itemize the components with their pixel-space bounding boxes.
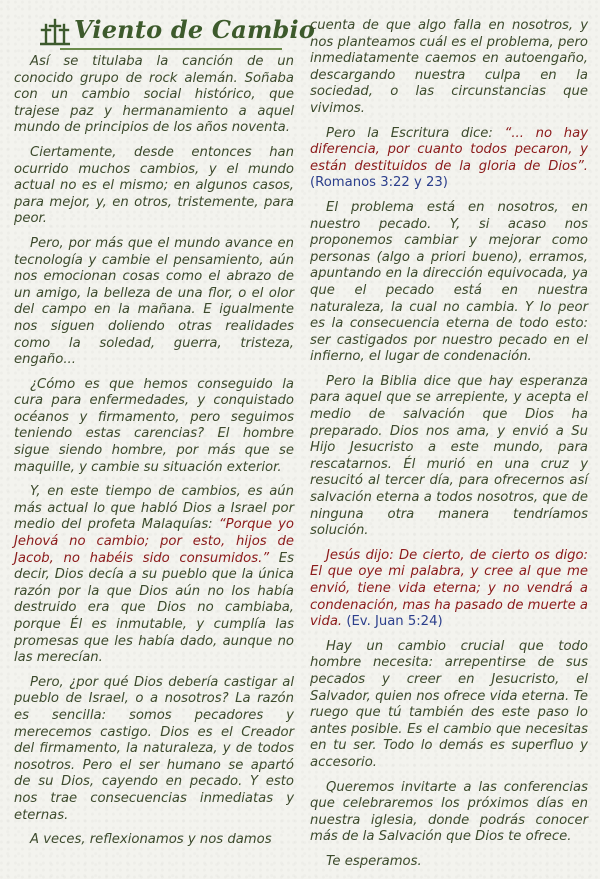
title-underline	[60, 48, 282, 50]
paragraph-romanos	[310, 126, 588, 192]
scripture-reference: (Ev. Juan 5:24)	[346, 614, 443, 630]
scripture-quote: Jesús dijo: De cierto, de cierto os digo: El que oye mi palabra, y cree al que me envió, tiene vida eterna; y no vendrá a condenación, mas ha pasado de muerte a vida.	[310, 547, 588, 630]
paragraph: Pero, ¿por qué Dios debería castigar al pueblo de Israel, o a nosotros? La razón es sencilla: somos pecadores y merecemos castigo. Dios es el Creador del firmamento, la naturaleza, y de todos nosotros. Pero el ser humano se apartó de su Dios, cayendo en pecado. Y esto nos trae consecuencias inmediatas y eternas.	[14, 674, 294, 823]
right-column	[310, 18, 588, 879]
paragraph: Queremos invitarte a las conferencias que celebraremos los próximos días en nuestra iglesia, donde podrás conocer más de la Salvación que Dios te ofrece.	[310, 779, 588, 845]
paragraph-juan	[310, 548, 588, 631]
paragraph: Pero la Biblia dice que hay esperanza para aquel que se arrepiente, y acepta el medio de salvación que Dios ha preparado. Dios nos ama, y envió a Su Hijo Jesucristo a este mundo, para rescatarnos. Él murió en una cruz y resucitó al tercer día, para ofrecernos así salvación eterna a todos nosotros, que de ninguna otra manera tendríamos solución.	[310, 373, 588, 539]
paragraph: Pero, por más que el mundo avance en tecnología y cambie el pensamiento, aún nos emocionan cosas como el abrazo de un amigo, la belleza de una flor, o el olor del campo en la mañana. E igualmente nos siguen doliendo otras realidades como la soledad, guerra, tristeza, engaño...	[14, 235, 294, 368]
scripture-reference: (Romanos 3:22 y 23)	[310, 175, 448, 191]
text-span: Es decir, Dios decía a su pueblo que la única razón por la que Dios aún no los había destruido era que Dios no cambiaba, porque Él es inmutable, y cumplía las promesas que les había dado, aunque no las merecían.	[14, 550, 294, 666]
paragraph: A veces, reflexionamos y nos damos	[30, 832, 272, 848]
paragraph-malaquias	[14, 484, 294, 667]
scripture-quote: “Porque yo Jehová no cambio; por esto, hijos de Jacob, no habéis sido consumidos.”	[14, 517, 295, 566]
text-span: Y, en este tiempo de cambios, es aún más actual lo que habló Dios a Israel por medio del profeta Malaquías:	[14, 484, 294, 533]
paragraph: ¿Cómo es que hemos conseguido la cura para enfermedades, y conquistado océanos y firmamento, pero seguimos teniendo estas carencias? El hombre sigue siendo hombre, por más que se maquille, y cambie su situación exterior.	[14, 376, 294, 475]
text-span: Pero la Escritura dice:	[326, 125, 505, 141]
scripture-quote: “... no hay diferencia, por cuanto todos pecaron, y están destituidos de la gloria de Dios”.	[310, 125, 588, 174]
header	[40, 15, 316, 49]
left-column	[14, 54, 294, 857]
paragraph: El problema está en nosotros, en nuestro pecado. Y, si acaso nos proponemos cambiar y mejorar como personas (algo a priori bueno), erramos, apuntando en la dirección equivocada, ya que el pecado está en nuestra naturaleza, la cual no cambia. Y lo peor es la consecuencia eterna de todo esto: ser castigados por nuestro pecado en el infierno, el lugar de condenación.	[310, 199, 588, 365]
paragraph-closing: Te esperamos.	[326, 853, 422, 869]
paragraph: Hay un cambio crucial que todo hombre necesita: arrepentirse de sus pecados y creer en Jesucristo, el Salvador, quien nos ofrece vida eterna. Te ruego que tú también des este paso lo antes posible. Es el cambio que necesitas en tu ser. Todo lo demás es superfluo y accesorio.	[310, 638, 588, 770]
paragraph: Así se titulaba la canción de un conocido grupo de rock alemán. Soñaba con un cambio social histórico, que trajese paz y hermanamiento a aquel mundo de principios de los años noventa.	[14, 54, 294, 136]
three-crosses-icon	[40, 17, 70, 47]
page-title: Viento de Cambio	[74, 15, 316, 44]
paragraph: cuenta de que algo falla en nosotros, y nos planteamos cuál es el problema, pero inmediatamente caemos en autoengaño, descargando nuestra culpa en la sociedad, o las circunstancias que vivimos.	[310, 18, 588, 116]
paragraph: Ciertamente, desde entonces han ocurrido muchos cambios, y el mundo actual no es el mismo; en algunos casos, para mejor, y, en otros, tristemente, para peor.	[14, 144, 294, 227]
